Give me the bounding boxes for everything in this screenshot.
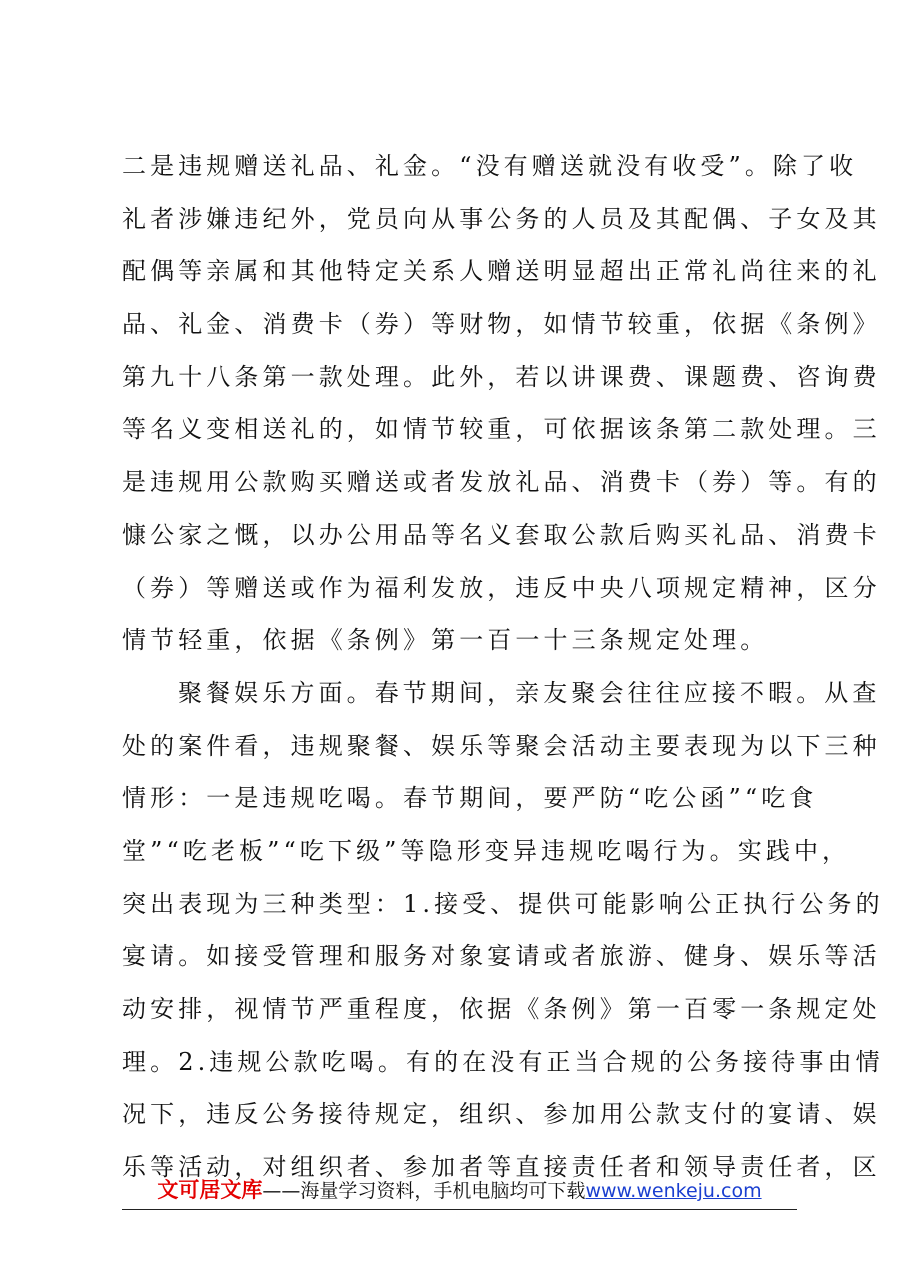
paragraph-line: 处的案件看，违规聚餐、娱乐等聚会活动主要表现为以下三种 (122, 731, 881, 760)
paragraph-line: 情节轻重，依据《条例》第一百一十三条规定处理。 (122, 626, 769, 655)
paragraph-line: 礼者涉嫌违纪外，党员向从事公务的人员及其配偶、子女及其 (122, 204, 881, 233)
document-body (122, 140, 884, 1194)
footer-url-link[interactable]: www.wenkeju.com (585, 1180, 762, 1202)
paragraph-line: 突出表现为三种类型：1.接受、提供可能影响公正执行公务的 (122, 889, 884, 918)
paragraph-line: 堂”“吃老板”“吃下级”等隐形变异违规吃喝行为。实践中， (122, 836, 851, 865)
paragraph-line-indented: 聚餐娱乐方面。春节期间，亲友聚会往往应接不暇。从查 (178, 678, 881, 707)
paragraph-line: 情形：一是违规吃喝。春节期间，要严防“吃公函”“吃食 (122, 784, 818, 813)
paragraph-line: 理。2.违规公款吃喝。有的在没有正当合规的公务接待事由情 (122, 1047, 884, 1076)
paragraph-line: 品、礼金、消费卡（券）等财物，如情节较重，依据《条例》 (122, 310, 881, 339)
paragraph-line: 是违规用公款购买赠送或者发放礼品、消费卡（券）等。有的 (122, 468, 881, 497)
paragraph-line: （券）等赠送或作为福利发放，违反中央八项规定精神，区分 (122, 573, 881, 602)
paragraph-line: 动安排，视情节严重程度，依据《条例》第一百零一条规定处 (122, 995, 881, 1023)
footer-divider (122, 1209, 797, 1210)
paragraph-line: 第九十八条第一款处理。此外，若以讲课费、课题费、咨询费 (122, 362, 881, 391)
footer-brand: 文可居文库 (157, 1178, 263, 1202)
footer-tagline: ——海量学习资料，手机电脑均可下载 (262, 1180, 586, 1202)
paragraph-line: 况下，违反公务接待规定，组织、参加用公款支付的宴请、娱 (122, 1100, 881, 1129)
paragraph-line: 宴请。如接受管理和服务对象宴请或者旅游、健身、娱乐等活 (122, 942, 881, 971)
paragraph-line: 配偶等亲属和其他特定关系人赠送明显超出正常礼尚往来的礼 (122, 257, 881, 286)
paragraph-line: 二是违规赠送礼品、礼金。“没有赠送就没有收受”。除了收 (122, 152, 858, 180)
paragraph-line: 等名义变相送礼的，如情节较重，可依据该条第二款处理。三 (122, 415, 881, 444)
paragraph-line: 乐等活动，对组织者、参加者等直接责任者和领导责任者，区 (122, 1153, 881, 1182)
paragraph-line: 慷公家之慨，以办公用品等名义套取公款后购买礼品、消费卡 (122, 520, 881, 549)
page-footer (122, 1170, 797, 1210)
